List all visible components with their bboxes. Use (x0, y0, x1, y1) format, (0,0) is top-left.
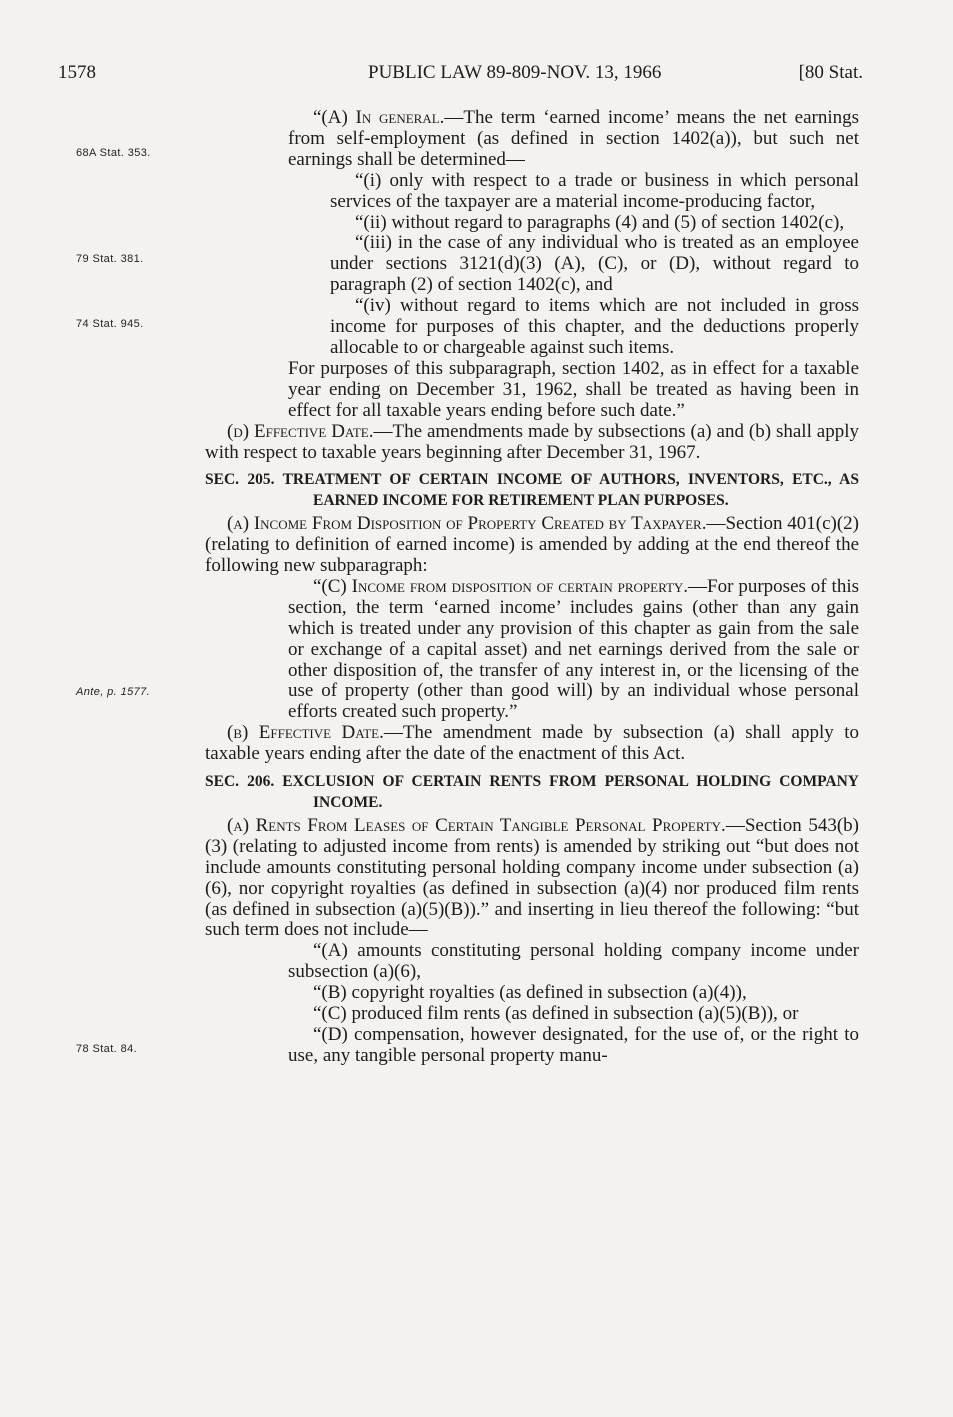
section-205-subparagraph-c: “(C) Income from disposition of certain property.—For purposes of this section, the term ‘earned income’ includes gains (other than any gain which is treated under any provision of this chapter as gain from the sale or exchange of a capital asset) and net earnings derived from the sale or other disposition of, the transfer of any interest in, or the licensing of the use of property (other than good will) by an individual whose personal efforts created such property.” (288, 575, 859, 723)
statute-body (205, 108, 859, 1067)
item-c: “(C) produced film rents (as defined in subsection (a)(5)(B)), or (313, 1003, 799, 1025)
clause-iii: “(iii) in the case of any individual who is treated as an employee under sections 3121(d)(3) (A), (C), or (D), without regard to paragraph (2) of section 1402(c), and (330, 232, 859, 296)
heading-income-from-disposition: (a) Income From Disposition of Property Created by Taxpayer. (227, 513, 707, 535)
running-title: PUBLIC LAW 89-809-NOV. 13, 1966 (368, 62, 662, 83)
item-d: “(D) compensation, however designated, for the use of, or the right to use, any tangible personal property manu- (288, 1023, 859, 1066)
section-205-b: (b) Effective Date.—The amendment made by subsection (a) shall apply to taxable years ending after the date of the enactment of this Act. (205, 722, 859, 765)
section-205-heading: SEC. 205. TREATMENT OF CERTAIN INCOME OF AUTHORS, INVENTORS, ETC., AS EARNED INCOME FOR RETIREMENT PLAN PURPOSES. (205, 471, 859, 510)
margin-note: 79 Stat. 381. (76, 253, 144, 265)
margin-note: 68A Stat. 353. (76, 147, 151, 159)
item-b: “(B) copyright royalties (as defined in subsection (a)(4)), (313, 982, 747, 1004)
subparagraph-a: “(A) In general.—The term ‘earned income’ means the net earnings from self-employment (as defined in section 1402(a)), but such net earnings shall be determined— (288, 107, 860, 170)
margin-note: 78 Stat. 84. (76, 1043, 138, 1055)
heading-effective-date: (d) Effective Date. (227, 420, 374, 442)
heading-in-general: “(A) In general. (313, 107, 445, 128)
flush-paragraph: For purposes of this subparagraph, section 1402, as in effect for a taxable year ending on December 31, 1962, shall be treated as having been in effect for all taxable years ending before such date.” (288, 357, 859, 421)
clause-ii: “(ii) without regard to paragraphs (4) and (5) of section 1402(c), (355, 211, 845, 233)
item-a: “(A) amounts constituting personal holding company income under subsection (a)(6), (288, 940, 859, 983)
heading-income-certain-property: “(C) Income from disposition of certain property. (313, 575, 689, 597)
subsection-d: (d) Effective Date.—The amendments made by subsections (a) and (b) shall apply with respect to taxable years beginning after December 31, 1967. (205, 420, 860, 463)
section-205-a: (a) Income From Disposition of Property Created by Taxpayer.—Section 401(c)(2) (relating to definition of earned income) is amended by adding at the end thereof the following new subparagraph: (205, 513, 859, 577)
clause-i: “(i) only with respect to a trade or business in which personal services of the taxpayer are a material income-producing factor, (330, 169, 859, 212)
section-206-heading: SEC. 206. EXCLUSION OF CERTAIN RENTS FROM PERSONAL HOLDING COMPANY INCOME. (205, 773, 859, 811)
heading-rents-from-leases: (a) Rents From Leases of Certain Tangible Personal Property. (227, 814, 726, 836)
stat-reference: [80 Stat. (798, 62, 863, 83)
heading-effective-date-b: (b) Effective Date. (227, 722, 384, 744)
margin-note: 74 Stat. 945. (76, 318, 144, 330)
margin-note: Ante, p. 1577. (76, 686, 151, 698)
section-206-a: (a) Rents From Leases of Certain Tangible Personal Property.—Section 543(b)(3) (relating to adjusted income from rents) is amended by striking out “but does not include amounts constituting personal holding company income under subsection (a)(6), nor copyright royalties (as defined in subsection (a)(4) nor produced film rents (as defined in subsection (a)(5)(B)).” and inserting in lieu thereof the following: “but such term does not include— (205, 814, 860, 941)
page-number: 1578 (58, 62, 96, 83)
page-header (58, 62, 863, 88)
clause-iv: “(iv) without regard to items which are not included in gross income for purposes of this chapter, and the deductions properly allocable to or chargeable against such items. (330, 295, 859, 358)
